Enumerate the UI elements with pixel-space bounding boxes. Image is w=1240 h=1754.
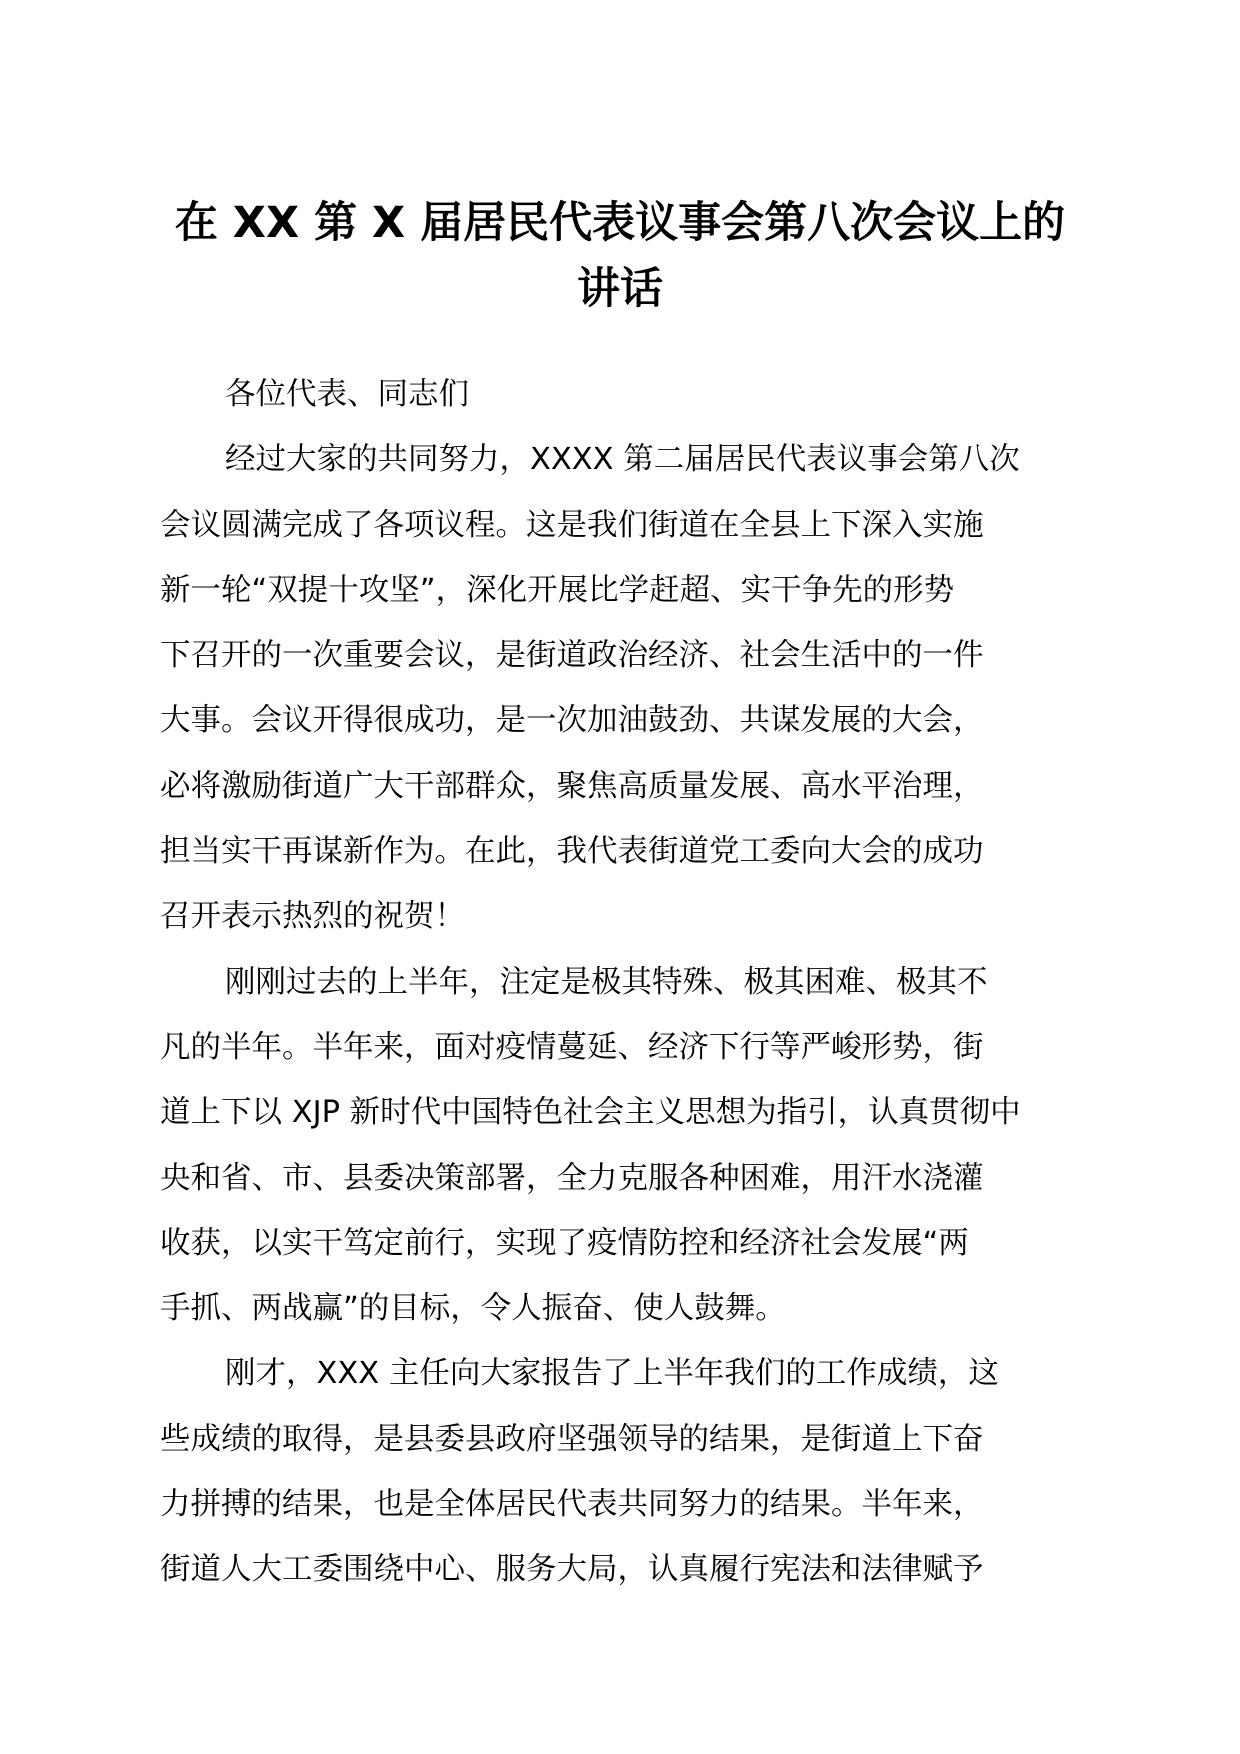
paragraph-2-line: 手抓、两战赢”的目标，令人振奋、使人鼓舞。: [160, 1291, 786, 1327]
title-line-1: 在 XX 第 X 届居民代表议事会第八次会议上的: [174, 198, 1066, 248]
paragraph-2-line: 央和省、市、县委决策部署，全力克服各种困难，用汗水浇灌: [160, 1160, 984, 1196]
paragraph-3-line: 力拼搏的结果，也是全体居民代表共同努力的结果。半年来，: [160, 1487, 984, 1523]
paragraph-1-line: 经过大家的共同努力，XXXX 第二届居民代表议事会第八次: [225, 442, 1020, 478]
paragraph-3-line: 刚才，XXX 主任向大家报告了上半年我们的工作成绩，这: [225, 1356, 999, 1392]
salutation: 各位代表、同志们: [225, 377, 469, 412]
paragraph-2-line: 道上下以 XJP 新时代中国特色社会主义思想为指引，认真贯彻中: [160, 1095, 1021, 1131]
document-body: [160, 362, 1090, 1603]
paragraph-1-line: 大事。会议开得很成功，是一次加油鼓劲、共谋发展的大会，: [160, 703, 984, 739]
paragraph-2-line: 收获，以实干笃定前行，实现了疫情防控和经济社会发展“两: [160, 1225, 969, 1261]
paragraph-1-line: 召开表示热烈的祝贺！: [160, 899, 465, 935]
paragraph-1-line: 会议圆满完成了各项议程。这是我们街道在全县上下深入实施: [160, 507, 984, 543]
paragraph-3-line: 些成绩的取得，是县委县政府坚强领导的结果，是街道上下奋: [160, 1421, 984, 1457]
paragraph-1-line: 必将激励街道广大干部群众，聚焦高质量发展、高水平治理，: [160, 768, 984, 804]
paragraph-1-line: 新一轮“双提十攻坚”，深化开展比学赶超、实干争先的形势: [160, 572, 955, 608]
paragraph-2-line: 凡的半年。半年来，面对疫情蔓延、经济下行等严峻形势，街: [160, 1029, 984, 1065]
paragraph-1-line: 下召开的一次重要会议，是街道政治经济、社会生活中的一件: [160, 638, 984, 674]
paragraph-1-line: 担当实干再谋新作为。在此，我代表街道党工委向大会的成功: [160, 834, 984, 870]
paragraph-3-line: 街道人大工委围绕中心、服务大局，认真履行宪法和法律赋予: [160, 1552, 984, 1588]
paragraph-2-line: 刚刚过去的上半年，注定是极其特殊、极其困难、极其不: [225, 964, 988, 1000]
document-title: [150, 190, 1090, 322]
title-line-2: 讲话: [577, 264, 663, 314]
